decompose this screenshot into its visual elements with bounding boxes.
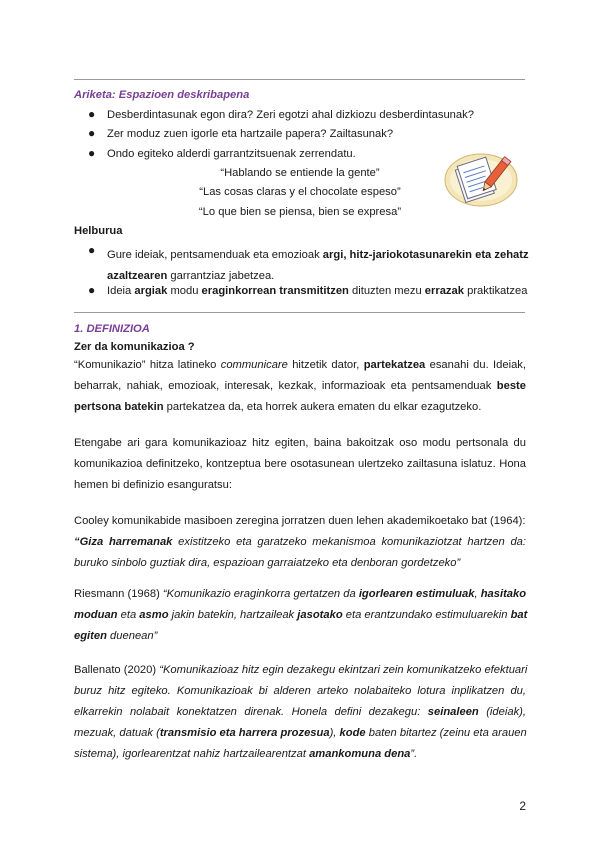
section-title: 1. DEFINIZIOA (74, 323, 150, 335)
exercise-bullet-3: Ondo egiteko alderdi garrantzitsuenak zerrendatu. (107, 148, 356, 160)
page-number: 2 (519, 799, 526, 813)
paragraph-intro: Etengabe ari gara komunikazioaz hitz egiten, baina bakoitzak oso modu pertsonala du komunikazioa definitzeko, kontzeptua bere osotasunean ulertzeko zailtasuna islatuz. Hona hemen bi definizio esanguratsu: (74, 437, 526, 491)
top-divider (74, 79, 525, 80)
bullet-dot: ● (88, 243, 96, 257)
paragraph-cooley: Cooley komunikabide masiboen zeregina jorratzen duen lehen akademikoetako bat (1964): “Giza harremanak existitzeko eta garatzeko mekanismoa komunikaziotzat hartzen da: buruko sinbolo guztiak dira, espazioan garraiatzeko eta denboran gordetzeko” (74, 515, 527, 569)
section-question: Zer da komunikazioa ? (74, 341, 195, 353)
writing-clipart-icon (443, 152, 519, 208)
goal-heading: Helburua (74, 225, 123, 237)
exercise-title: Ariketa: Espazioen deskribapena (74, 89, 250, 101)
exercise-bullet-1: Desberdintasunak egon dira? Zeri egotzi ahal dizkiozu desberdintasunak? (107, 109, 474, 121)
bullet-dot: ● (88, 283, 96, 297)
quote-3: “Lo que bien se piensa, bien se expresa” (198, 206, 402, 218)
quote-2: “Las cosas claras y el chocolate espeso” (199, 186, 401, 198)
paragraph-ballenato: Ballenato (2020) “Komunikazioaz hitz egin dezakegu ekintzari zein komunikatzeko efektuari buruz hitz egiteko. Komunikazioak bi alderen arteko nolabaiteko lotura inplikatzen du, elkarrekin nolabait konektatzen direnak. Honela defini dezakegu: seinaleen (ideiak), mezuak, datuak (transmisio eta harrera prozesua), kode baten bitartez (zeinu eta arauen sistema), igorlearentzat nahiz hartzailearentzat amankomuna dena”. (74, 664, 528, 760)
quote-1: “Hablando se entiende la gente” (220, 167, 380, 179)
bullet-dot: ● (88, 126, 96, 140)
paragraph-definition: “Komunikazio” hitza latineko communicare hitzetik dator, partekatzea esanahi du. Ideiak, beharrak, nahiak, emozioak, interesak, kezkak, informazioak eta pentsamenduak beste pertsona batekin partekatzea da, eta horrek aukera ematen du elkar ezagutzeko. (74, 359, 526, 413)
goal-bullet-2: Ideia argiak modu eraginkorrean transmititzen dituzten mezu errazak praktikatzea (107, 285, 528, 297)
section-divider (74, 312, 525, 313)
goal-bullet-1: Gure ideiak, pentsamenduak eta emozioak argi, hitz-jariokotasunarekin eta zehatz azaltzearen garrantziaz jabetzea. (107, 249, 529, 282)
exercise-bullet-2: Zer moduz zuen igorle eta hartzaile papera? Zailtasunak? (107, 128, 394, 140)
bullet-dot: ● (88, 107, 96, 121)
paragraph-riesmann: Riesmann (1968) “Komunikazio eraginkorra gertatzen da igorlearen estimuluak, hasitako moduan eta asmo jakin batekin, hartzaileak jasotako eta erantzundako estimuluarekin bat egiten duenean” (74, 588, 528, 642)
bullet-dot: ● (88, 146, 96, 160)
